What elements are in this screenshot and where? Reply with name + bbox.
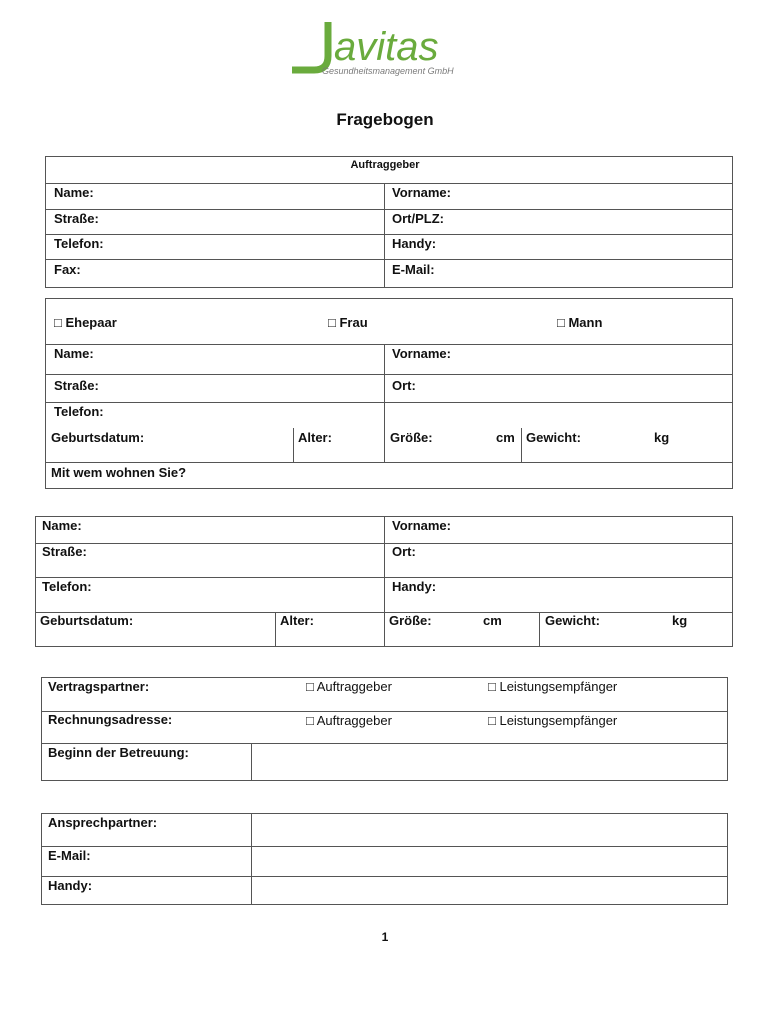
client-ortplz-field[interactable]: Ort/PLZ: (392, 211, 444, 226)
vertragspartner-option-auftraggeber[interactable]: □ Auftraggeber (306, 679, 392, 694)
logo-subtitle: Gesundheitsmanagement GmbH (322, 66, 454, 76)
recipient-wohnen-field[interactable]: Mit wem wohnen Sie? (51, 465, 187, 480)
contact-email-input[interactable] (252, 847, 727, 876)
partner-handy-field[interactable]: Handy: (392, 579, 437, 594)
recipient-ort-field[interactable]: Ort: (392, 378, 416, 393)
svg-text:avitas: avitas (334, 25, 439, 69)
option-ehepaar[interactable]: □ Ehepaar (54, 315, 117, 330)
client-fax-field[interactable]: Fax: (54, 262, 81, 277)
partner-strasse-field[interactable]: Straße: (42, 544, 87, 559)
contact-email-label: E-Mail: (48, 848, 91, 863)
rechnung-option-auftraggeber[interactable]: □ Auftraggeber (306, 713, 392, 728)
vertragspartner-option-leistung[interactable]: □ Leistungsempfänger (488, 679, 618, 694)
contact-handy-label: Handy: (48, 878, 93, 893)
partner-kg-unit: kg (672, 613, 688, 628)
rechnungsadresse-label: Rechnungsadresse: (48, 712, 173, 727)
vertragspartner-label: Vertragspartner: (48, 679, 150, 694)
recipient-name-field[interactable]: Name: (54, 346, 94, 361)
client-header: Auftraggeber (350, 159, 420, 171)
recipient-kg-unit: kg (654, 430, 670, 445)
page-title: Fragebogen (336, 110, 434, 129)
partner-gewicht-field[interactable]: Gewicht: (545, 613, 600, 628)
client-telefon-field[interactable]: Telefon: (54, 236, 104, 251)
partner-vorname-field[interactable]: Vorname: (392, 518, 451, 533)
ansprechpartner-label: Ansprechpartner: (48, 815, 158, 830)
recipient-geburtsdatum-field[interactable]: Geburtsdatum: (51, 430, 145, 445)
recipient-vorname-field[interactable]: Vorname: (392, 346, 451, 361)
option-mann[interactable]: □ Mann (557, 315, 603, 330)
recipient-alter-field[interactable]: Alter: (298, 430, 332, 445)
client-vorname-field[interactable]: Vorname: (392, 185, 451, 200)
partner-alter-field[interactable]: Alter: (280, 613, 314, 628)
beginn-input[interactable] (252, 744, 727, 780)
contact-handy-input[interactable] (252, 877, 727, 904)
partner-name-field[interactable]: Name: (42, 518, 82, 533)
recipient-gewicht-field[interactable]: Gewicht: (526, 430, 581, 445)
page-number: 1 (381, 930, 389, 944)
client-handy-field[interactable]: Handy: (392, 236, 437, 251)
option-frau[interactable]: □ Frau (328, 315, 368, 330)
beginn-label: Beginn der Betreuung: (48, 745, 189, 760)
partner-telefon-field[interactable]: Telefon: (42, 579, 92, 594)
partner-cm-unit: cm (483, 613, 502, 628)
rechnung-option-leistung[interactable]: □ Leistungsempfänger (488, 713, 618, 728)
client-strasse-field[interactable]: Straße: (54, 211, 99, 226)
recipient-cm-unit: cm (496, 430, 515, 445)
recipient-groesse-field[interactable]: Größe: (390, 430, 433, 445)
client-email-field[interactable]: E-Mail: (392, 262, 435, 277)
partner-groesse-field[interactable]: Größe: (389, 613, 432, 628)
partner-ort-field[interactable]: Ort: (392, 544, 416, 559)
recipient-telefon-field[interactable]: Telefon: (54, 404, 104, 419)
client-name-field[interactable]: Name: (54, 185, 94, 200)
ansprechpartner-input[interactable] (252, 814, 727, 846)
partner-geburtsdatum-field[interactable]: Geburtsdatum: (40, 613, 134, 628)
recipient-strasse-field[interactable]: Straße: (54, 378, 99, 393)
